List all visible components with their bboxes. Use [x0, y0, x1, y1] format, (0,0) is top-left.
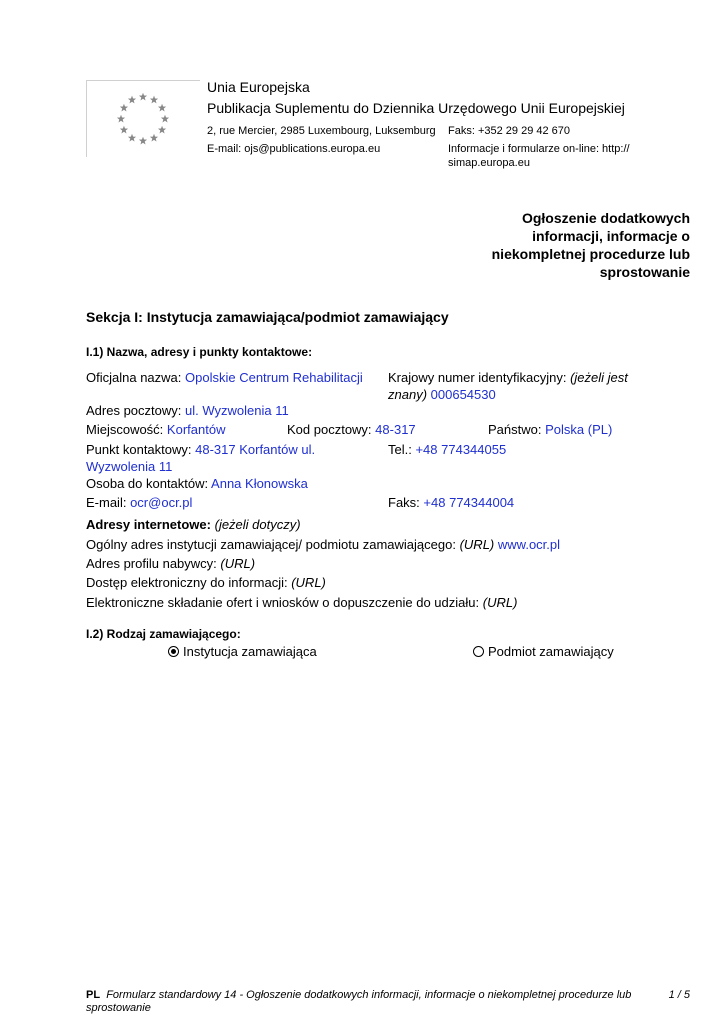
internet-hint: (jeżeli dotyczy) [214, 517, 301, 532]
town-value: Korfantów [166, 422, 226, 437]
contact-person-row [86, 475, 308, 492]
electronic-submission-hint: (URL) [482, 595, 518, 610]
header-fax: Faks: +352 29 29 42 670 [448, 125, 571, 137]
header-email: E-mail: ojs@publications.europa.eu [207, 143, 381, 155]
official-name-row [86, 369, 363, 386]
star-icon [158, 104, 166, 112]
header-publication: Publikacja Suplementu do Dziennika Urzędowego Unii Europejskiej [207, 100, 625, 116]
buyer-profile-hint: (URL) [220, 556, 256, 571]
town-row [86, 421, 225, 438]
option-contracting-entity[interactable] [473, 643, 614, 660]
star-icon [139, 137, 147, 145]
buyer-profile-label: Adres profilu nabywcy: [86, 556, 217, 571]
footer [86, 989, 636, 1015]
email-value: ocr@ocr.pl [130, 495, 193, 510]
internet-addresses-heading [86, 516, 301, 533]
country-label: Państwo: [488, 422, 542, 437]
star-icon [150, 96, 158, 104]
fax-value: +48 774344004 [423, 495, 515, 510]
electronic-access-hint: (URL) [291, 575, 326, 590]
internet-label: Adresy internetowe: [86, 517, 211, 532]
email-row [86, 494, 192, 511]
general-address-value: www.ocr.pl [497, 537, 561, 552]
electronic-submission-row [86, 594, 517, 611]
footer-lang: PL [86, 989, 101, 1001]
electronic-submission-label: Elektroniczne składanie ofert i wniosków o dopuszczenie do udziału: [86, 595, 480, 610]
star-icon [128, 134, 136, 142]
postal-code-label: Kod pocztowy: [287, 422, 372, 437]
buyer-profile-row [86, 555, 255, 572]
subsection-title: I.1) Nazwa, adresy i punkty kontaktowe: [86, 345, 313, 359]
radio-empty-icon[interactable] [473, 646, 484, 657]
country-value: Polska (PL) [545, 422, 613, 437]
document-title: Ogłoszenie dodatkowych informacji, informacje o niekompletnej procedurze lub sprostowanie [491, 210, 690, 280]
fax-row [388, 494, 514, 511]
national-id-hint: (jeżeli jest znany) [388, 370, 628, 402]
footer-page-number: 1 / 5 [668, 989, 690, 1001]
option-2-label: Podmiot zamawiający [488, 644, 614, 659]
email-label: E-mail: [86, 495, 127, 510]
electronic-access-label: Dostęp elektroniczny do informacji: [86, 575, 288, 590]
star-icon [120, 126, 128, 134]
contact-point-row [86, 441, 378, 475]
star-icon [139, 93, 147, 101]
official-name-label: Oficjalna nazwa: [86, 370, 182, 385]
contact-point-value: 48-317 Korfantów ul. Wyzwolenia 11 [86, 442, 316, 474]
subsection-title-2: I.2) Rodzaj zamawiającego: [86, 627, 241, 641]
national-id-value: 000654530 [430, 387, 496, 402]
postal-address-row [86, 402, 289, 419]
header-info: Informacje i formularze on-line: http:// simap.europa.eu [448, 143, 630, 169]
general-address-hint: (URL) [459, 537, 495, 552]
town-label: Miejscowość: [86, 422, 164, 437]
general-address-label: Ogólny adres instytucji zamawiającej/ podmiotu zamawiającego: [86, 537, 456, 552]
postal-address-label: Adres pocztowy: [86, 403, 182, 418]
star-icon [128, 96, 136, 104]
radio-selected-icon[interactable] [168, 646, 179, 657]
fax-label: Faks: [388, 495, 420, 510]
postal-code-value: 48-317 [375, 422, 416, 437]
star-icon [161, 115, 169, 123]
star-icon [117, 115, 125, 123]
star-icon [150, 134, 158, 142]
official-name-value: Opolskie Centrum Rehabilitacji [185, 370, 363, 385]
star-icon [158, 126, 166, 134]
header-address: 2, rue Mercier, 2985 Luxembourg, Luksemburg [207, 125, 436, 137]
country-row [488, 421, 612, 438]
option-contracting-authority[interactable] [168, 643, 317, 660]
star-icon [120, 104, 128, 112]
postal-address-value: ul. Wyzwolenia 11 [185, 403, 289, 418]
contact-person-value: Anna Kłonowska [211, 476, 308, 491]
tel-value: +48 774344055 [415, 442, 507, 457]
electronic-access-row [86, 574, 326, 591]
tel-row [388, 441, 506, 458]
section-title: Sekcja I: Instytucja zamawiająca/podmiot zamawiający [86, 309, 449, 325]
national-id-label: Krajowy numer identyfikacyjny: [388, 370, 567, 385]
footer-form-text: Formularz standardowy 14 - Ogłoszenie dodatkowych informacji, informacje o niekompletnej procedurze lub sprostowanie [86, 989, 632, 1014]
eu-flag-logo [86, 80, 200, 157]
national-id-row [388, 369, 638, 403]
contact-person-label: Osoba do kontaktów: [86, 476, 209, 491]
contact-point-label: Punkt kontaktowy: [86, 442, 192, 457]
postal-code-row [287, 421, 416, 438]
header-org: Unia Europejska [207, 79, 310, 95]
general-address-row [86, 536, 560, 553]
option-1-label: Instytucja zamawiająca [183, 644, 317, 659]
tel-label: Tel.: [388, 442, 412, 457]
